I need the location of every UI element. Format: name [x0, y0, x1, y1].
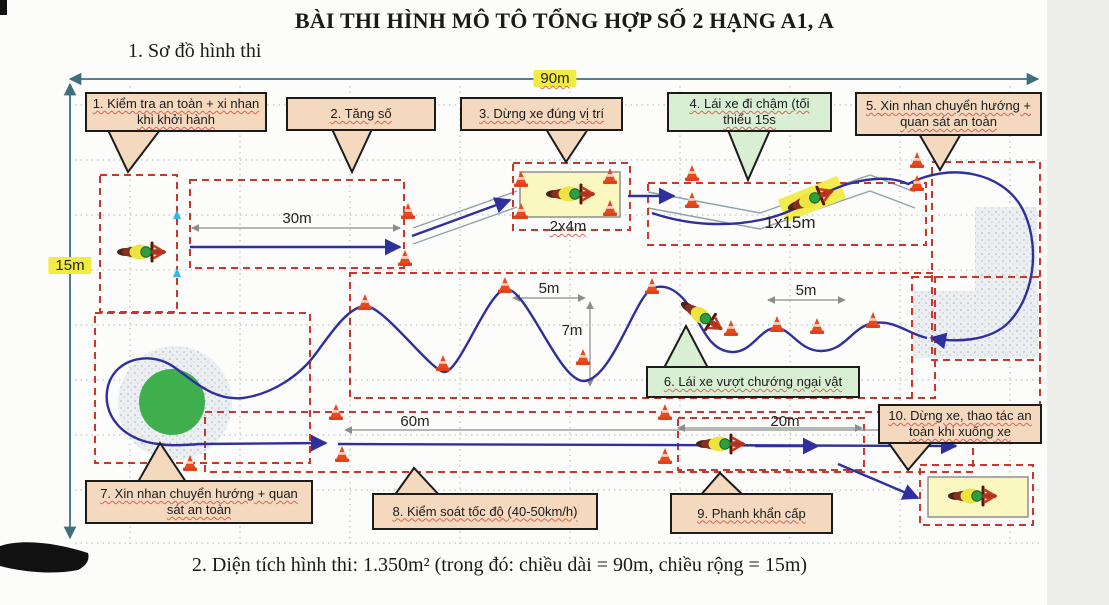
- callout-step-3: [460, 97, 623, 131]
- traffic-cone-icon: [866, 312, 880, 328]
- traffic-cone-icon: [498, 277, 512, 293]
- dim-slalom-depth-label: 7m: [561, 322, 583, 339]
- callout-step-9: [670, 493, 833, 534]
- callout-step-3-label: 3. Dừng xe đúng vị trí: [478, 106, 605, 122]
- dim-accel-label: 30m: [282, 210, 312, 227]
- dim-course-width-label: 15m: [48, 257, 91, 274]
- grid-lines: [75, 86, 1040, 546]
- callout-step-1: [85, 92, 267, 132]
- motorcycle-icon: [117, 243, 166, 261]
- traffic-cone-icon: [436, 355, 450, 371]
- dim-brake-section-label: 20m: [770, 413, 800, 430]
- callout-step-5: [855, 92, 1042, 136]
- dim-course-length-label: 90m: [533, 70, 576, 87]
- traffic-cone-icon: [576, 349, 590, 365]
- traffic-cone-icon: [358, 294, 372, 310]
- callout-step-7: [85, 480, 313, 524]
- callout-step-2: [286, 97, 436, 131]
- area-note: 2. Diện tích hình thi: 1.350m² (trong đó: chiều dài = 90m, chiều rộng = 15m): [191, 554, 808, 576]
- traffic-cone-icon: [658, 404, 672, 420]
- traffic-cone-icon: [335, 446, 349, 462]
- callout-step-6: [646, 366, 860, 398]
- callout-step-7-label: 7. Xin nhan chuyển hướng + quan sát an toàn: [100, 486, 298, 517]
- callout-step-5-label: 5. Xin nhan chuyển hướng + quan sát an toàn: [865, 98, 1032, 129]
- callout-step-8: [372, 493, 598, 530]
- callout-step-8-label: 8. Kiểm soát tốc độ (40-50km/h): [392, 503, 578, 519]
- traffic-cone-icon: [398, 250, 412, 266]
- scan-artifact: [0, 0, 7, 15]
- section1-heading: 1. Sơ đồ hình thi: [128, 40, 262, 62]
- callout-step-6-label: 6. Lái xe vượt chướng ngại vật: [663, 374, 843, 390]
- traffic-cone-icon: [685, 165, 699, 181]
- dim-slalom-gap2-label: 5m: [795, 282, 817, 299]
- dim-speed-section-label: 60m: [400, 413, 430, 430]
- traffic-cone-icon: [724, 320, 738, 336]
- callout-step-1-label: 1. Kiểm tra an toàn + xi nhan khi khởi hành: [92, 96, 260, 127]
- dim-slalom-gap1-label: 5m: [538, 280, 560, 297]
- roundabout-island: [139, 369, 205, 435]
- callout-step-2-label: 2. Tăng số: [330, 106, 392, 122]
- dim-stop-box-label: 2x4m: [549, 218, 587, 235]
- callout-step-9-label: 9. Phanh khẩn cấp: [697, 505, 806, 521]
- overall-dimension-arrows: [70, 79, 1038, 538]
- traffic-cone-icon: [658, 448, 672, 464]
- callout-step-10: [878, 404, 1042, 444]
- motorcycle-icon: [696, 435, 745, 453]
- callout-step-10-label: 10. Dừng xe, thao tác an toàn khi xuống xe: [888, 408, 1032, 439]
- callout-step-4-label: 4. Lái xe đi chậm (tối thiểu 15s: [689, 96, 810, 127]
- traffic-cone-icon: [770, 316, 784, 332]
- traffic-cone-icon: [810, 318, 824, 334]
- page-title: BÀI THI HÌNH MÔ TÔ TỔNG HỢP SỐ 2 HẠNG A1, A: [294, 8, 835, 33]
- dim-slow-track-label: 1x15m: [764, 213, 816, 232]
- callout-step-4: [667, 92, 832, 132]
